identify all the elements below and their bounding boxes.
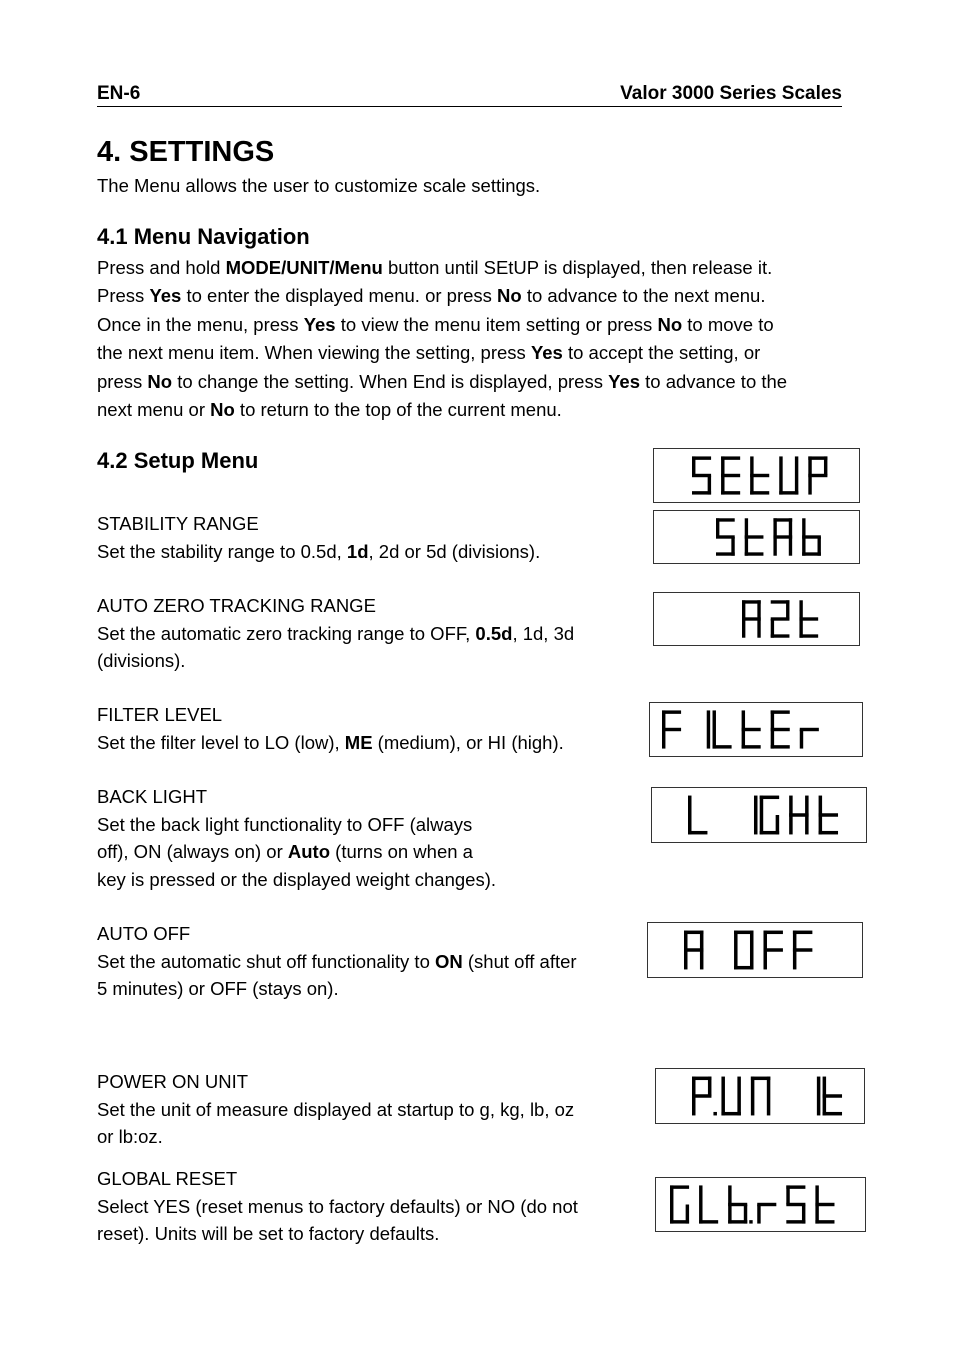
lcd-display-setup	[653, 448, 860, 503]
bold-text: No	[497, 285, 522, 307]
lcd-segment	[692, 456, 695, 475]
lcd-segment	[763, 931, 766, 950]
setting-name: FILTER LEVEL	[97, 704, 223, 725]
text-line	[97, 1096, 637, 1124]
lcd-segment	[789, 518, 792, 537]
lcd-segment	[734, 950, 737, 969]
menu-navigation-title: 4.1 Menu Navigation	[97, 224, 310, 249]
lcd-segment	[750, 931, 753, 950]
text-run: next menu or	[97, 399, 211, 421]
lcd-segment	[737, 1096, 740, 1115]
bold-text: Yes	[303, 313, 336, 335]
text-line	[97, 396, 877, 424]
setting-name: GLOBAL RESET	[97, 1168, 238, 1189]
lcd-display-filter	[649, 702, 863, 757]
text-run: to accept the setting, or	[562, 342, 761, 364]
text-run: 5 minutes) or OFF (stays on).	[97, 978, 339, 999]
lcd-segment	[750, 950, 753, 969]
lcd-segment	[745, 537, 748, 556]
text-run: (turns on when a	[330, 841, 473, 862]
lcd-segment	[662, 710, 665, 729]
lcd-segment	[823, 1077, 826, 1096]
text-line	[97, 311, 877, 339]
lcd-digits	[654, 593, 859, 645]
lcd-segment	[760, 815, 763, 834]
text-line	[97, 811, 637, 839]
lcd-segment	[819, 815, 822, 834]
text-run: Press and hold	[97, 257, 226, 278]
lcd-display-power-unit	[655, 1068, 865, 1124]
lcd-segment	[692, 1077, 695, 1096]
text-line	[97, 282, 877, 310]
lcd-segment	[721, 476, 724, 495]
lcd-display-light	[651, 787, 867, 843]
lcd-segment	[742, 710, 745, 729]
lcd-segment	[793, 950, 796, 969]
setting-global-reset	[97, 1165, 637, 1248]
text-line	[97, 538, 637, 566]
text-line	[97, 1193, 637, 1221]
text-run: to enter the displayed menu. or press	[181, 285, 498, 307]
setting-power-on-unit	[97, 1068, 637, 1151]
lcd-segment	[799, 600, 802, 619]
lcd-segment	[754, 796, 757, 835]
lcd-segment	[773, 537, 776, 556]
text-run: Select YES (reset menus to factory defaults) or NO (do not	[97, 1195, 578, 1217]
setting-name: AUTO OFF	[97, 923, 191, 944]
lcd-segment	[823, 1096, 826, 1115]
lcd-segment	[670, 1205, 673, 1224]
lcd-segment	[763, 950, 766, 969]
lcd-segment	[776, 815, 779, 834]
lcd-segment	[750, 456, 753, 475]
lcd-segment	[688, 815, 691, 834]
setting-stability-range	[97, 510, 637, 565]
lcd-segment	[808, 456, 811, 475]
lcd-segment	[745, 518, 748, 537]
lcd-segment	[721, 456, 724, 475]
lcd-segment	[789, 537, 792, 556]
bold-text: No	[657, 313, 683, 335]
text-line	[97, 647, 637, 675]
text-run: to advance to the	[640, 370, 788, 392]
text-run: Set the stability range to 0.5d,	[97, 540, 347, 562]
lcd-segment	[750, 476, 753, 495]
lcd-segment	[805, 796, 808, 815]
lcd-segment	[692, 1096, 695, 1115]
text-run: to view the menu item setting or press	[335, 313, 658, 335]
lcd-segment	[699, 1205, 702, 1224]
lcd-segment	[686, 1205, 689, 1224]
text-line	[97, 1220, 637, 1248]
setting-name: POWER ON UNIT	[97, 1071, 249, 1092]
lcd-segment	[700, 950, 703, 969]
text-line	[97, 729, 637, 757]
lcd-segment	[716, 518, 719, 537]
text-run: the next menu item. When viewing the setting, press	[97, 342, 531, 364]
lcd-segment	[817, 1077, 820, 1116]
lcd-segment	[793, 931, 796, 950]
page-number: EN-6	[97, 83, 141, 104]
lcd-segment	[767, 1077, 770, 1096]
text-line	[97, 866, 637, 894]
bold-text: Yes	[530, 342, 563, 364]
text-line	[97, 975, 637, 1003]
lcd-segment	[767, 1096, 770, 1115]
text-run: Set the back light functionality to OFF (always	[97, 813, 473, 835]
lcd-segment	[713, 1112, 716, 1115]
lcd-segment	[751, 1077, 754, 1096]
text-run: (shut off after	[462, 950, 577, 972]
header-divider	[97, 106, 842, 107]
lcd-digits	[656, 1069, 864, 1123]
lcd-display-auto-off	[647, 922, 863, 978]
lcd-segment	[684, 931, 687, 950]
lcd-display-global-reset	[655, 1177, 866, 1232]
text-run: to advance to the next menu.	[521, 285, 766, 307]
lcd-segment	[742, 600, 745, 619]
bold-text: Auto	[287, 841, 331, 862]
text-run: key is pressed or the displayed weight changes).	[97, 868, 496, 890]
lcd-segment	[713, 710, 716, 729]
setting-back-light	[97, 783, 637, 893]
lcd-digits	[650, 703, 862, 756]
lcd-segment	[799, 619, 802, 638]
text-run: , 1d, 3d	[512, 622, 575, 644]
lcd-segment	[805, 815, 808, 834]
lcd-segment	[757, 600, 760, 619]
menu-navigation-text	[97, 254, 877, 424]
text-line	[97, 620, 637, 648]
text-run: , 2d or 5d (divisions).	[368, 540, 541, 562]
lcd-segment	[734, 931, 737, 950]
lcd-segment	[779, 476, 782, 495]
lcd-segment	[742, 619, 745, 638]
bold-text: ME	[344, 731, 373, 753]
lcd-segment	[742, 730, 745, 749]
lcd-segment	[779, 456, 782, 475]
lcd-segment	[662, 730, 665, 749]
lcd-segment	[757, 1205, 760, 1224]
section-intro: The Menu allows the user to customize scale settings.	[97, 175, 541, 196]
lcd-segment	[751, 1096, 754, 1115]
lcd-segment	[795, 456, 798, 475]
lcd-segment	[708, 1077, 711, 1096]
text-run: Once in the menu, press	[97, 313, 304, 335]
bold-text: No	[147, 370, 173, 392]
lcd-digits	[654, 449, 859, 502]
setting-auto-off	[97, 920, 637, 1003]
text-run: Set the unit of measure displayed at startup to g, kg, lb, oz	[97, 1098, 575, 1120]
text-line	[97, 368, 877, 396]
bold-text: MODE/UNIT/Menu	[225, 257, 383, 278]
lcd-segment	[713, 730, 716, 749]
text-run: Set the automatic shut off functionality to	[97, 950, 435, 972]
text-run: or lb:oz.	[97, 1126, 163, 1147]
lcd-segment	[737, 1077, 740, 1096]
lcd-segment	[721, 1096, 724, 1115]
bold-text: No	[210, 399, 235, 421]
lcd-segment	[815, 1185, 818, 1204]
lcd-segment	[800, 730, 803, 749]
lcd-segment	[802, 518, 805, 537]
setting-filter-level	[97, 701, 637, 756]
lcd-display-stab	[653, 510, 860, 564]
lcd-segment	[818, 537, 821, 556]
text-line	[97, 838, 637, 866]
text-run: to move to	[682, 313, 774, 335]
lcd-digits	[656, 1178, 865, 1231]
lcd-segment	[708, 476, 711, 495]
lcd-segment	[731, 537, 734, 556]
text-run: to return to the top of the current menu.	[234, 399, 562, 421]
text-run: reset). Units will be set to factory defaults.	[97, 1223, 440, 1244]
lcd-segment	[670, 1185, 673, 1204]
text-run: off), ON (always on) or	[97, 841, 288, 862]
lcd-segment	[728, 1205, 731, 1224]
bold-text: Yes	[608, 370, 641, 392]
lcd-segment	[771, 619, 774, 638]
lcd-digits	[654, 511, 859, 563]
lcd-segment	[744, 1205, 747, 1224]
text-run: press	[97, 370, 148, 392]
section-title: 4. SETTINGS	[97, 136, 275, 168]
text-run: button until SEtUP is displayed, then release it.	[382, 257, 773, 278]
lcd-digits	[648, 923, 862, 977]
bold-text: Yes	[149, 285, 182, 307]
text-line	[97, 1123, 637, 1151]
lcd-segment	[786, 600, 789, 619]
lcd-segment	[760, 796, 763, 815]
lcd-segment	[688, 796, 691, 815]
document-title: Valor 3000 Series Scales	[620, 83, 842, 104]
setup-menu-title: 4.2 Setup Menu	[97, 448, 259, 473]
lcd-display-azt	[653, 592, 860, 646]
setting-name: AUTO ZERO TRACKING RANGE	[97, 595, 376, 616]
text-run: Set the automatic zero tracking range to OFF,	[97, 622, 476, 644]
lcd-segment	[786, 1185, 789, 1204]
lcd-segment	[802, 537, 805, 556]
bold-text: ON	[435, 950, 463, 972]
lcd-segment	[808, 476, 811, 495]
lcd-segment	[795, 476, 798, 495]
lcd-segment	[700, 931, 703, 950]
text-line	[97, 339, 877, 367]
lcd-segment	[789, 815, 792, 834]
lcd-segment	[815, 1205, 818, 1224]
lcd-segment	[819, 796, 822, 815]
lcd-segment	[749, 1220, 752, 1223]
lcd-digits	[652, 788, 866, 842]
lcd-segment	[802, 1205, 805, 1224]
lcd-segment	[773, 518, 776, 537]
lcd-segment	[684, 950, 687, 969]
lcd-segment	[728, 1185, 731, 1204]
lcd-segment	[699, 1185, 702, 1204]
setting-name: STABILITY RANGE	[97, 513, 259, 534]
lcd-segment	[757, 619, 760, 638]
text-run: (medium), or HI (high).	[372, 731, 564, 753]
bold-text: 0.5d	[475, 622, 513, 644]
text-run: Press	[97, 285, 150, 307]
lcd-segment	[771, 710, 774, 729]
setting-auto-zero-tracking	[97, 592, 637, 675]
setting-name: BACK LIGHT	[97, 786, 207, 807]
lcd-segment	[771, 730, 774, 749]
text-run: to change the setting. When End is displayed, press	[172, 370, 609, 392]
lcd-segment	[824, 456, 827, 475]
text-run: (divisions).	[97, 650, 186, 671]
text-line	[97, 948, 637, 976]
bold-text: 1d	[346, 540, 369, 562]
lcd-segment	[721, 1077, 724, 1096]
lcd-segment	[707, 710, 710, 748]
lcd-segment	[789, 796, 792, 815]
text-line	[97, 254, 877, 282]
text-run: Set the filter level to LO (low),	[97, 731, 345, 753]
